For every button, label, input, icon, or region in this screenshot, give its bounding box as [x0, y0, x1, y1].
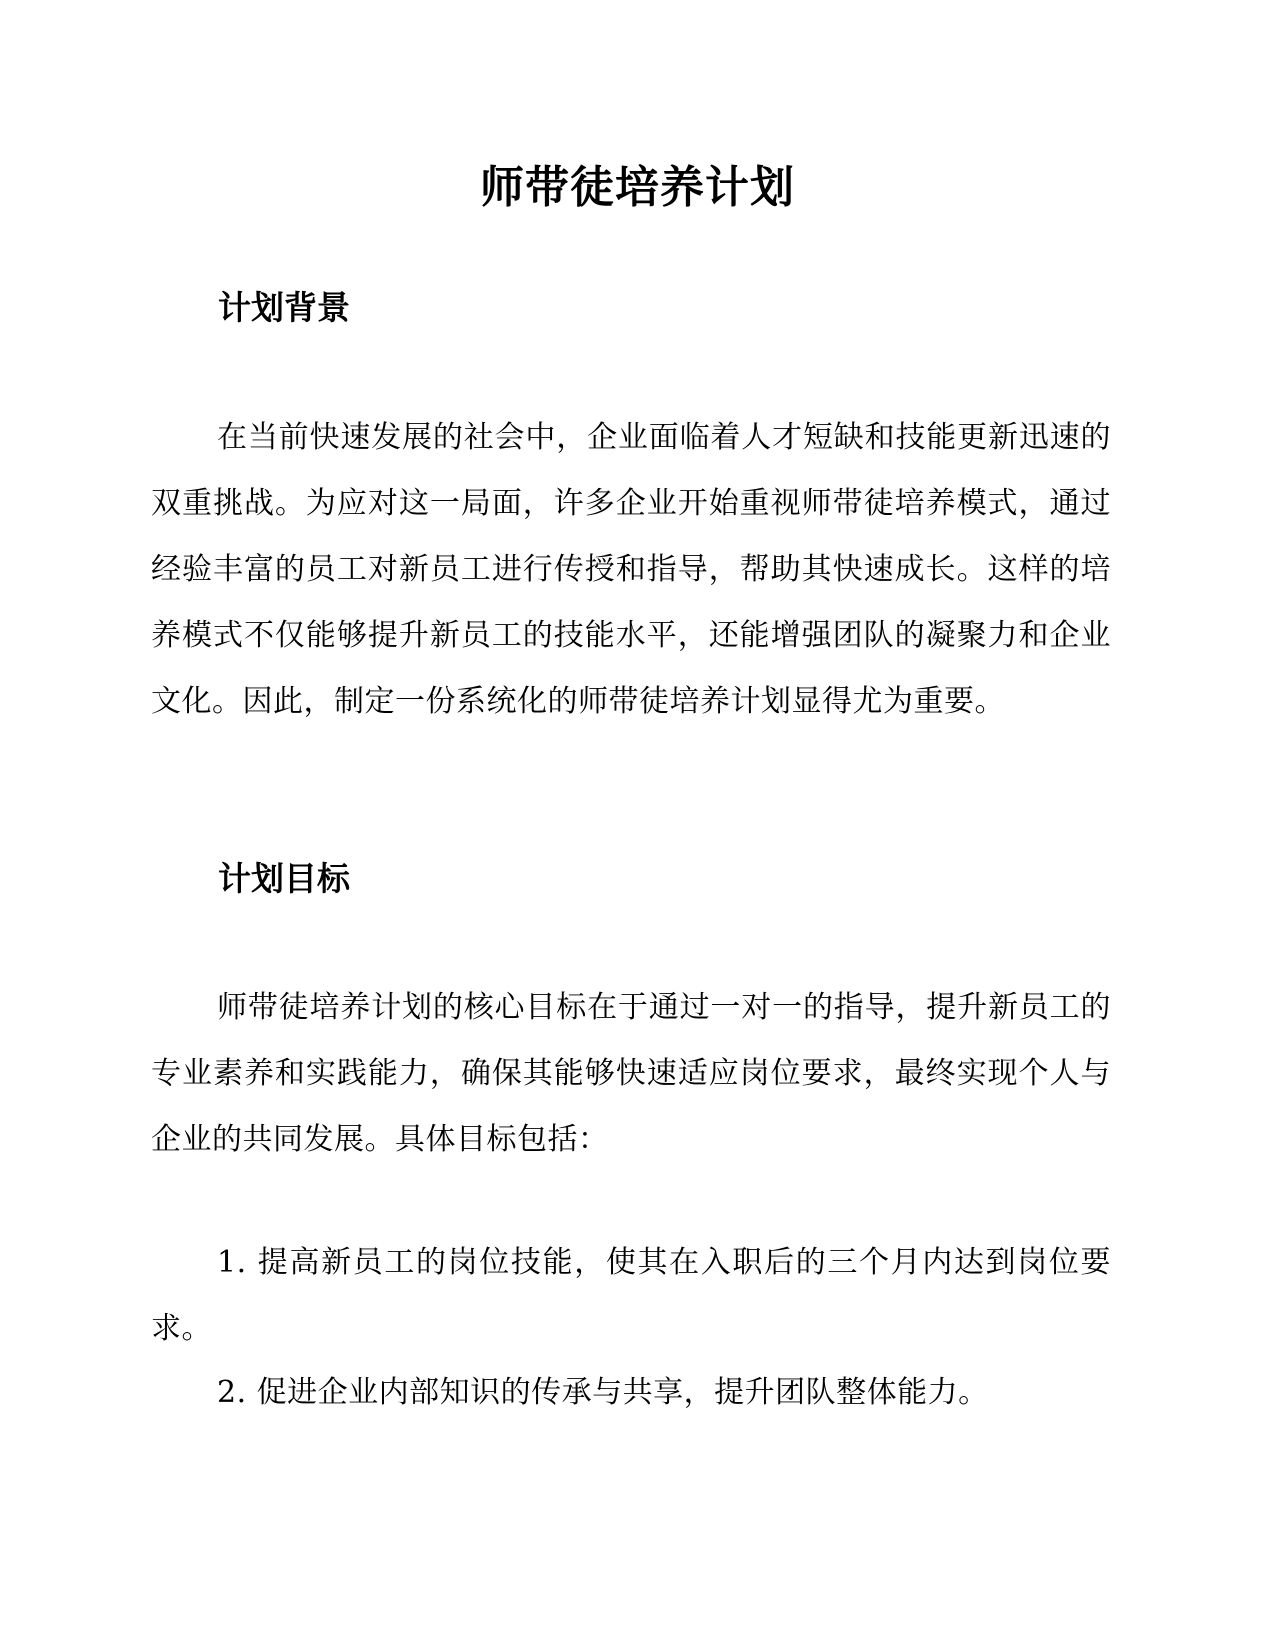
- section-heading-background: 计划背景: [218, 288, 350, 327]
- goal-list-item: 2. 促进企业内部知识的传承与共享，提升团队整体能力。: [217, 1375, 989, 1410]
- goal-list-item: 1. 提高新员工的岗位技能，使其在入职后的三个月内达到岗位要求。: [151, 1245, 1111, 1346]
- section-heading-goals: 计划目标: [218, 859, 350, 898]
- background-paragraph: 在当前快速发展的社会中，企业面临着人才短缺和技能更新迅速的双重挑战。为应对这一局面，许多企业开始重视师带徒培养模式，通过经验丰富的员工对新员工进行传授和指导，帮助其快速成长。这样的培养模式不仅能够提升新员工的技能水平，还能增强团队的凝聚力和企业文化。因此，制定一份系统化的师带徒培养计划显得尤为重要。: [151, 420, 1111, 719]
- goals-paragraph: 师带徒培养计划的核心目标在于通过一对一的指导，提升新员工的专业素养和实践能力，确保其能够快速适应岗位要求，最终实现个人与企业的共同发展。具体目标包括：: [151, 990, 1111, 1157]
- document-title: 师带徒培养计划: [480, 162, 795, 213]
